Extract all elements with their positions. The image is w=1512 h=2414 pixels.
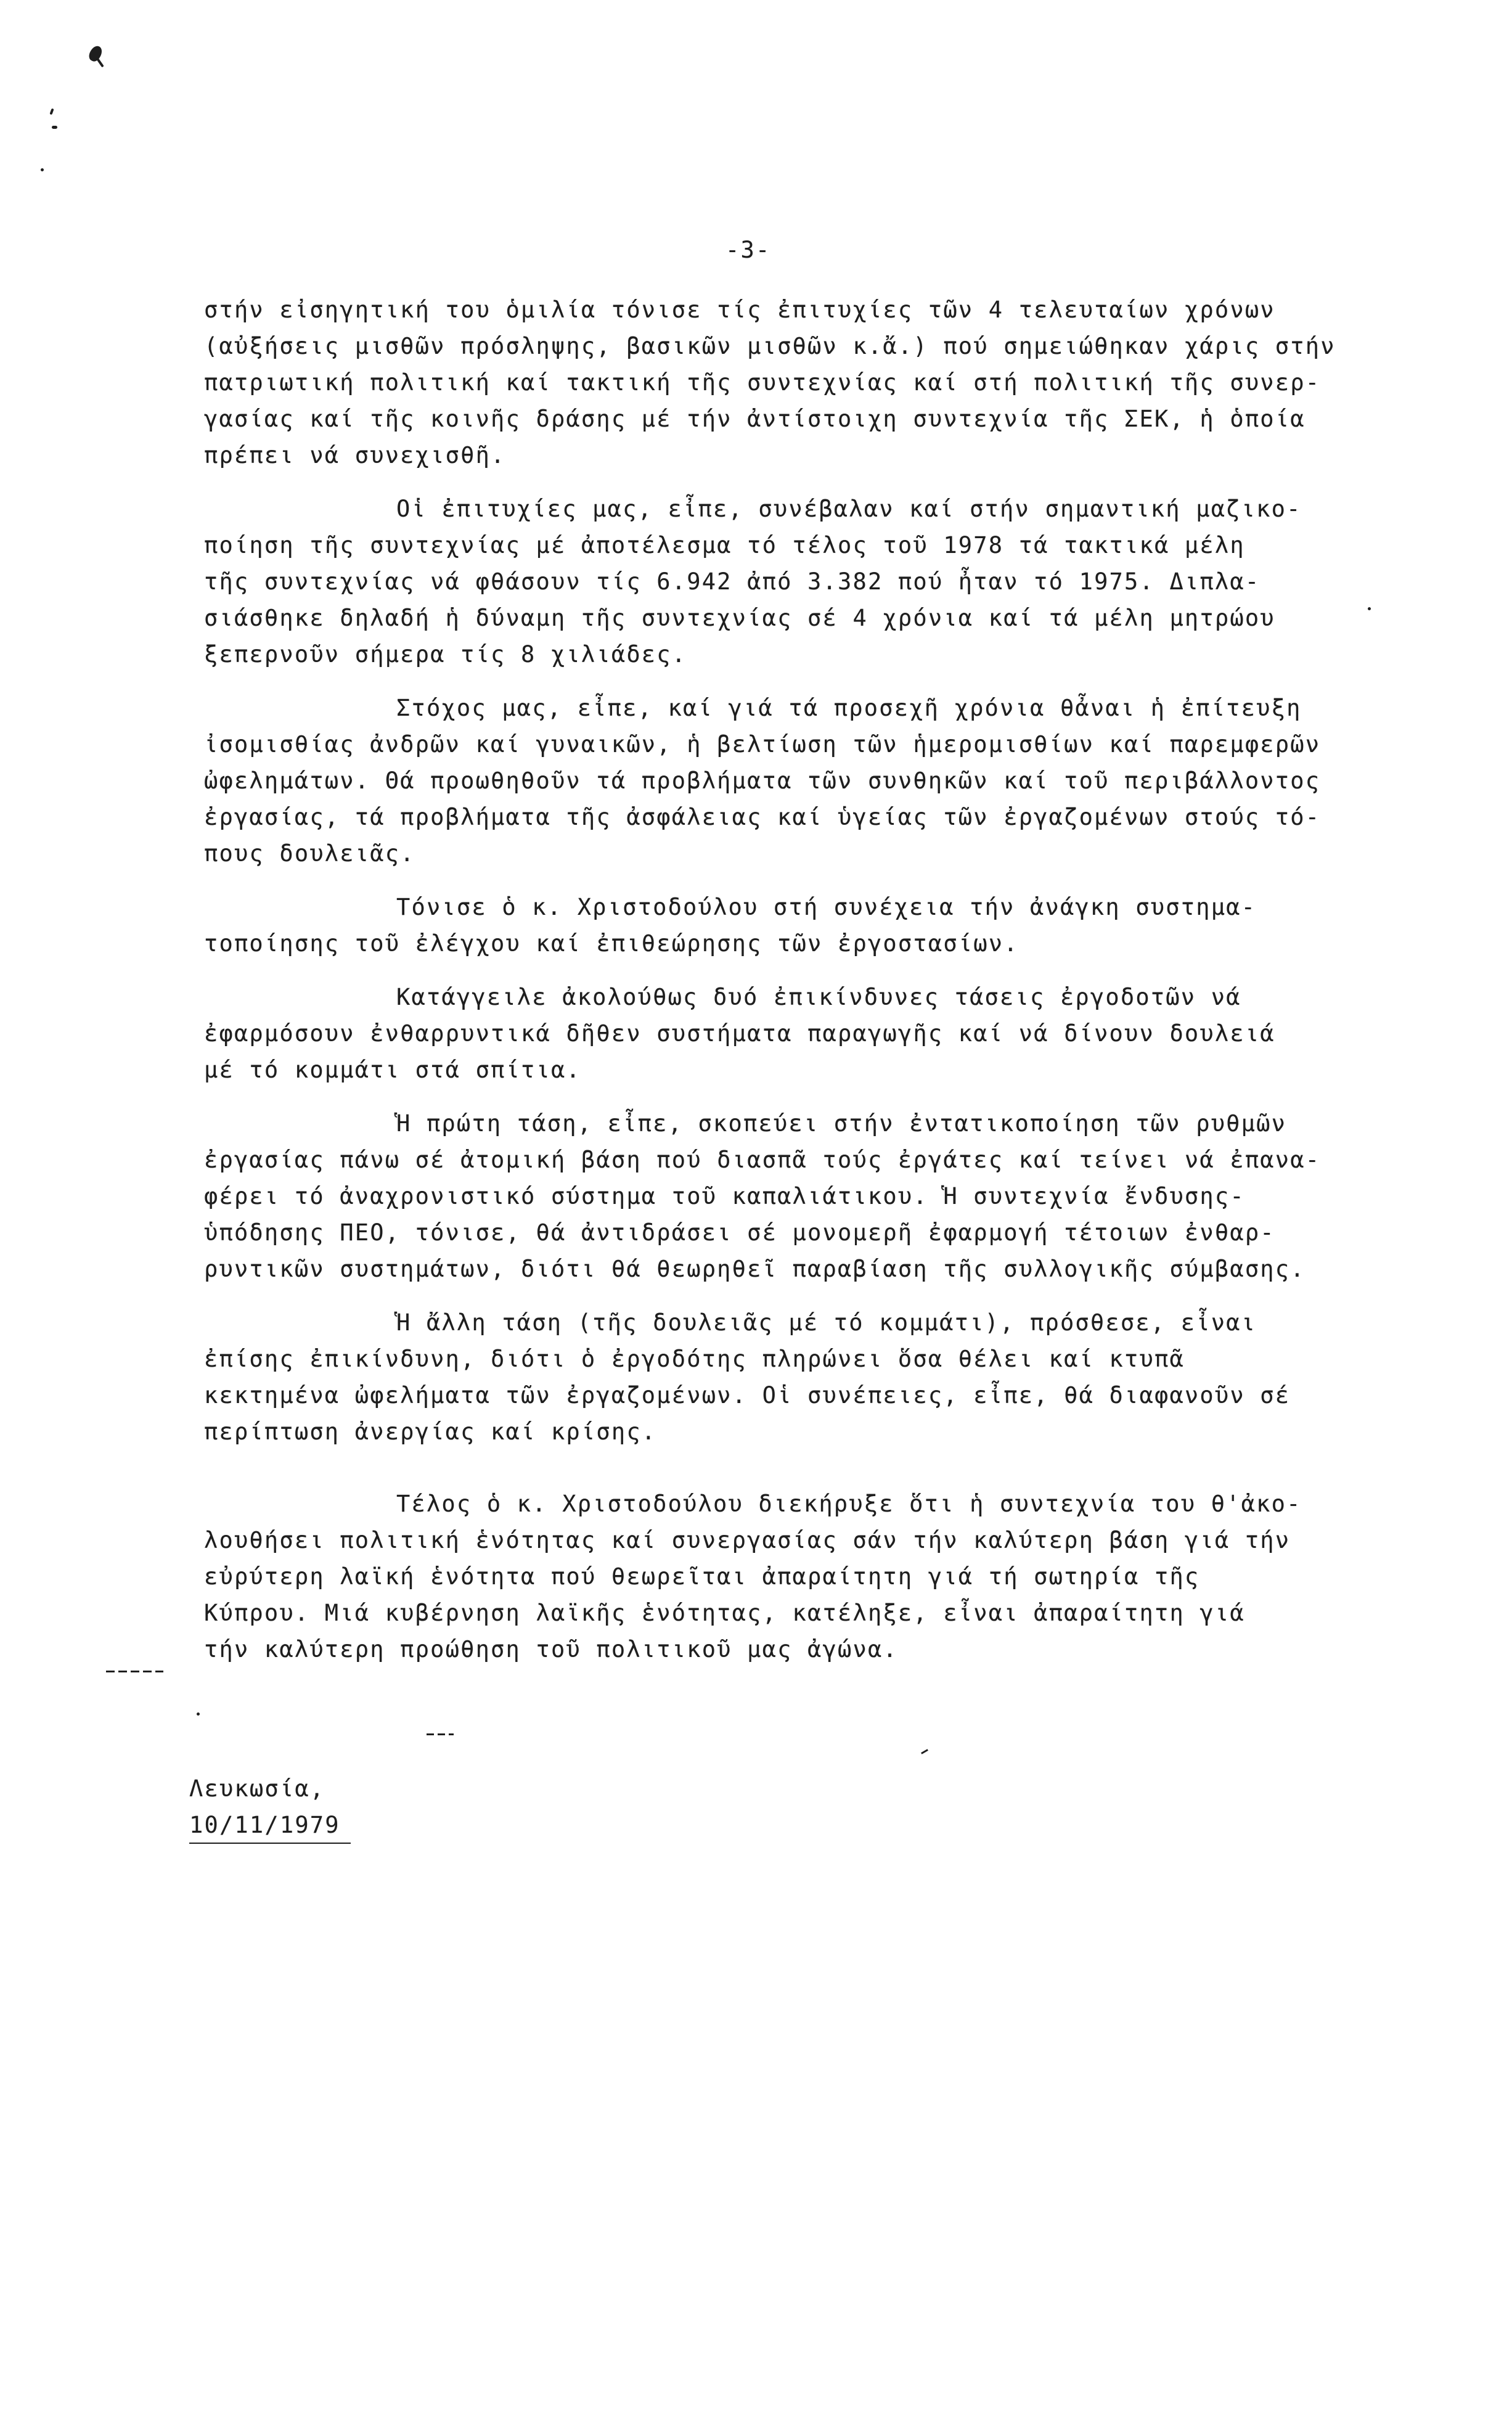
text-line: ἐπίσης ἐπικίνδυνη, διότι ὁ ἐργοδότης πληρώνει ὅσα θέλει καί κτυπᾶ: [204, 1346, 1185, 1372]
text-line: ἰσομισθίας ἀνδρῶν καί γυναικῶν, ἡ βελτίωση τῶν ἡμερομισθίων καί παρεμφερῶν: [204, 731, 1321, 758]
paragraph-1: [204, 292, 1406, 473]
scan-speck: [49, 108, 54, 115]
scan-speck: [41, 168, 44, 171]
ink-blot: [87, 44, 104, 63]
text-line: κεκτημένα ὠφελήματα τῶν ἐργαζομένων. Οἱ συνέπειες, εἶπε, θά διαφανοῦν σέ: [204, 1382, 1291, 1409]
paragraph-3: [204, 690, 1406, 872]
signature-date-line: [189, 1807, 1406, 1843]
text-line: λουθήσει πολιτική ἑνότητας καί συνεργασίας σάν τήν καλύτερη βάση γιά τήν: [204, 1527, 1291, 1553]
text-line: πατριωτική πολιτική καί τακτική τῆς συντεχνίας καί στή πολιτική τῆς συνερ-: [204, 369, 1321, 396]
text-line: εὐρύτερη λαϊκή ἑνότητα πού θεωρεῖται ἀπαραίτητη γιά τή σωτηρία τῆς: [204, 1563, 1200, 1590]
text-line: ἐργασίας, τά προβλήματα τῆς ἀσφάλειας καί ὑγείας τῶν ἐργαζομένων στούς τό-: [204, 804, 1321, 830]
text-line: Τόνισε ὁ κ. Χριστοδούλου στή συνέχεια τήν ἀνάγκη συστημα-: [396, 894, 1257, 920]
paragraph-7: [204, 1304, 1406, 1450]
paragraph-8: [204, 1486, 1406, 1667]
text-line: Ἡ ἄλλη τάση (τῆς δουλειᾶς μέ τό κομμάτι), πρόσθεσε, εἶναι: [396, 1309, 1257, 1336]
text-line: στήν εἰσηγητική του ὁμιλία τόνισε τίς ἐπιτυχίες τῶν 4 τελευταίων χρόνων: [204, 297, 1275, 323]
text-line: ὑπόδησης ΠΕΟ, τόνισε, θά ἀντιδράσει σέ μονομερῆ ἐφαρμογή τέτοιων ἐνθαρ-: [204, 1219, 1275, 1246]
text-line: πους δουλειᾶς.: [204, 840, 415, 867]
body-text: [189, 292, 1406, 1843]
text-line: ἐργασίας πάνω σέ ἀτομική βάση πού διασπᾶ τούς ἐργάτες καί τείνει νά ἐπανα-: [204, 1147, 1321, 1173]
text-line: Ἡ πρώτη τάση, εἶπε, σκοπεύει στήν ἐντατικοποίηση τῶν ρυθμῶν: [396, 1110, 1287, 1137]
text-line: σιάσθηκε δηλαδή ἡ δύναμη τῆς συντεχνίας σέ 4 χρόνια καί τά μέλη μητρώου: [204, 605, 1275, 631]
paragraph-2: [204, 491, 1406, 673]
text-line: Στόχος μας, εἶπε, καί γιά τά προσεχῆ χρόνια θἆναι ἡ ἐπίτευξη: [396, 695, 1302, 721]
text-line: Οἱ ἐπιτυχίες μας, εἶπε, συνέβαλαν καί στήν σημαντική μαζικο-: [396, 496, 1302, 522]
text-line: μέ τό κομμάτι στά σπίτια.: [204, 1057, 581, 1083]
text-line: τοποίησης τοῦ ἐλέγχου καί ἐπιθεώρησης τῶν ἐργοστασίων.: [204, 930, 1019, 957]
paragraph-6: [204, 1105, 1406, 1287]
text-line: γασίας καί τῆς κοινῆς δράσης μέ τήν ἀντίστοιχη συντεχνία τῆς ΣΕΚ, ἡ ὁποία: [204, 406, 1306, 432]
paragraph-4: [204, 889, 1406, 962]
scan-speck: [197, 1712, 200, 1716]
signature-place: Λευκωσία,: [189, 1775, 325, 1802]
text-line: τῆς συντεχνίας νά φθάσουν τίς 6.942 ἀπό 3.382 πού ἦταν τό 1975. Διπλα-: [204, 568, 1261, 595]
text-line: ποίηση τῆς συντεχνίας μέ ἀποτέλεσμα τό τέλος τοῦ 1978 τά τακτικά μέλη: [204, 532, 1245, 558]
text-line: φέρει τό ἀναχρονιστικό σύστημα τοῦ καπαλιάτικου. Ἡ συντεχνία ἔνδυσης-: [204, 1183, 1245, 1209]
ink-blot-tail: [96, 57, 104, 67]
text-line: (αὐξήσεις μισθῶν πρόσληψης, βασικῶν μισθῶν κ.ἄ.) πού σημειώθηκαν χάρις στήν: [204, 333, 1336, 359]
text-line: πρέπει νά συνεχισθῆ.: [204, 442, 506, 468]
text-line: ἐφαρμόσουν ἐνθαρρυντικά δῆθεν συστήματα παραγωγῆς καί νά δίνουν δουλειά: [204, 1020, 1275, 1047]
scan-speck: [52, 126, 57, 129]
page-number: -3-: [725, 237, 771, 263]
text-line: ὠφελημάτων. Θά προωθηθοῦν τά προβλήματα τῶν συνθηκῶν καί τοῦ περιβάλλοντος: [204, 767, 1321, 794]
signature-date: 10/11/1979: [189, 1807, 351, 1844]
text-line: Κατάγγειλε ἀκολούθως δυό ἐπικίνδυνες τάσεις ἐργοδοτῶν νά: [396, 984, 1241, 1010]
text-line: ξεπερνοῦν σήμερα τίς 8 χιλιάδες.: [204, 641, 687, 668]
scan-dash-mark: [106, 1671, 163, 1672]
text-line: περίπτωση ἀνεργίας καί κρίσης.: [204, 1418, 657, 1445]
text-line: τήν καλύτερη προώθηση τοῦ πολιτικοῦ μας ἀγώνα.: [204, 1636, 898, 1663]
text-line: Κύπρου. Μιά κυβέρνηση λαϊκῆς ἑνότητας, κατέληξε, εἶναι ἀπαραίτητη γιά: [204, 1600, 1245, 1626]
text-line: Τέλος ὁ κ. Χριστοδούλου διεκήρυξε ὅτι ἡ συντεχνία του θ'ἀκο-: [396, 1491, 1302, 1517]
paragraph-5: [204, 979, 1406, 1088]
text-line: ρυντικῶν συστημάτων, διότι θά θεωρηθεῖ παραβίαση τῆς συλλογικῆς σύμβασης.: [204, 1256, 1306, 1282]
signature-block: [189, 1770, 1406, 1843]
